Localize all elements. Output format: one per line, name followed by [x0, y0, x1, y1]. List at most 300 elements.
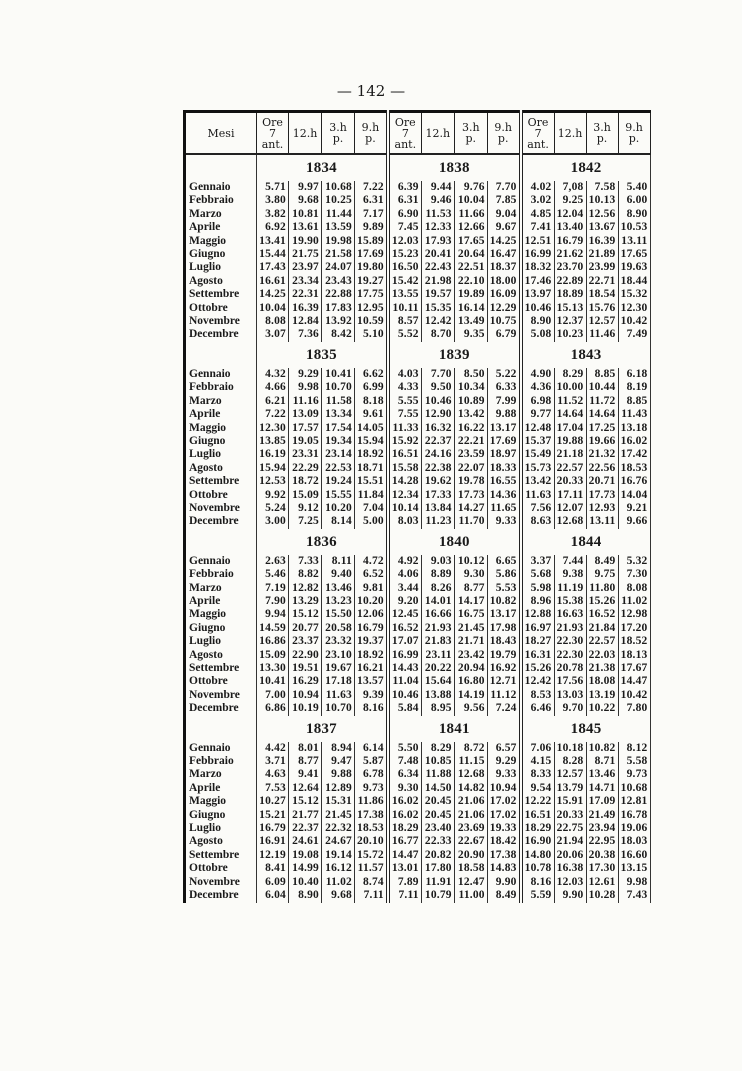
- year-label: 1836: [257, 529, 388, 555]
- temperature-cell: 19.79: [487, 649, 520, 662]
- temperature-cell: 12.06: [355, 608, 388, 621]
- temperature-cell: 11.44: [322, 208, 355, 221]
- temperature-cell: 16.61: [257, 275, 289, 288]
- temperature-cell: 9.47: [322, 755, 355, 768]
- temperature-cell: 24.16: [421, 448, 454, 461]
- temperature-cell: 8.33: [521, 768, 554, 781]
- temperature-cell: 13.34: [322, 408, 355, 421]
- temperature-cell: 6.62: [355, 368, 388, 381]
- month-label: Decembre: [185, 702, 257, 715]
- temperature-cell: 7.99: [487, 395, 520, 408]
- table-row: [185, 809, 651, 822]
- temperature-cell: 10.44: [586, 381, 618, 394]
- temperature-cell: 22.38: [421, 462, 454, 475]
- temperature-cell: 8.16: [521, 876, 554, 889]
- temperature-cell: 12.81: [618, 795, 650, 808]
- temperature-cell: 10.27: [257, 795, 289, 808]
- table-row: [185, 849, 651, 862]
- month-label: Maggio: [185, 608, 257, 621]
- temperature-cell: 8.50: [454, 368, 487, 381]
- table-row: [185, 475, 651, 488]
- temperature-cell: 12.03: [388, 235, 421, 248]
- temperature-cell: 4.66: [257, 381, 289, 394]
- temperature-cell: 23.37: [289, 635, 322, 648]
- temperature-cell: 15.31: [322, 795, 355, 808]
- header-hour: 9.h p.: [355, 112, 388, 155]
- month-label: Novembre: [185, 315, 257, 328]
- table-row: [185, 689, 651, 702]
- temperature-cell: 15.72: [355, 849, 388, 862]
- temperature-cell: 20.77: [289, 622, 322, 635]
- temperature-cell: 11.91: [421, 876, 454, 889]
- temperature-cell: 22.29: [289, 462, 322, 475]
- table-row: [185, 275, 651, 288]
- temperature-cell: 14.27: [454, 502, 487, 515]
- temperature-cell: 4.32: [257, 368, 289, 381]
- temperature-cell: 7.70: [487, 181, 520, 194]
- temperature-cell: 9.61: [355, 408, 388, 421]
- temperature-cell: 21.75: [289, 248, 322, 261]
- temperature-cell: 7.17: [355, 208, 388, 221]
- temperature-cell: 4.63: [257, 768, 289, 781]
- temperature-cell: 11.04: [388, 675, 421, 688]
- temperature-cell: 9.38: [554, 568, 586, 581]
- temperature-cell: 18.89: [554, 288, 586, 301]
- temperature-cell: 4.85: [521, 208, 554, 221]
- temperature-cell: 12.66: [454, 221, 487, 234]
- temperature-cell: 14.82: [454, 782, 487, 795]
- year-label: 1844: [521, 529, 650, 555]
- temperature-cell: 18.43: [487, 635, 520, 648]
- temperature-cell: 10.53: [618, 221, 650, 234]
- temperature-cell: 16.52: [586, 608, 618, 621]
- temperature-cell: 8.94: [322, 742, 355, 755]
- temperature-cell: 22.56: [586, 462, 618, 475]
- temperature-cell: 9.39: [355, 689, 388, 702]
- temperature-cell: 16.22: [454, 422, 487, 435]
- temperature-cell: 11.16: [289, 395, 322, 408]
- temperature-cell: 6.14: [355, 742, 388, 755]
- temperature-cell: 12.98: [618, 608, 650, 621]
- temperature-cell: 11.66: [454, 208, 487, 221]
- temperature-cell: 23.14: [322, 448, 355, 461]
- temperature-cell: 10.46: [421, 395, 454, 408]
- temperature-cell: 9.46: [421, 194, 454, 207]
- table-row: [185, 208, 651, 221]
- temperature-cell: 7.11: [355, 889, 388, 902]
- temperature-cell: 11.15: [454, 755, 487, 768]
- temperature-cell: 8.74: [355, 876, 388, 889]
- temperature-cell: 23.70: [554, 261, 586, 274]
- temperature-cell: 9.33: [487, 768, 520, 781]
- temperature-cell: 5.71: [257, 181, 289, 194]
- header-hour: 12.h: [421, 112, 454, 155]
- temperature-cell: 18.29: [388, 822, 421, 835]
- temperature-cell: 10.78: [521, 862, 554, 875]
- temperature-cell: 23.59: [454, 448, 487, 461]
- table-row: [185, 675, 651, 688]
- temperature-cell: 8.90: [289, 889, 322, 902]
- temperature-cell: 18.27: [521, 635, 554, 648]
- temperature-cell: 15.09: [289, 489, 322, 502]
- temperature-cell: 12.93: [586, 502, 618, 515]
- temperature-cell: 9.44: [421, 181, 454, 194]
- year-label: 1834: [257, 154, 388, 181]
- temperature-cell: 8.90: [618, 208, 650, 221]
- temperature-cell: 17.93: [421, 235, 454, 248]
- temperature-cell: 20.33: [554, 475, 586, 488]
- temperature-cell: 10.68: [322, 181, 355, 194]
- temperature-cell: 20.10: [355, 835, 388, 848]
- temperature-cell: 8.49: [586, 555, 618, 568]
- temperature-cell: 12.48: [521, 422, 554, 435]
- temperature-cell: 17.56: [554, 675, 586, 688]
- header-hour: 3.h p.: [586, 112, 618, 155]
- temperature-cell: 10.82: [586, 742, 618, 755]
- table-row: [185, 235, 651, 248]
- temperature-cell: 15.49: [521, 448, 554, 461]
- temperature-cell: 12.19: [257, 849, 289, 862]
- temperature-cell: 5.84: [388, 702, 421, 715]
- table-row: [185, 782, 651, 795]
- temperature-cell: 10.11: [388, 302, 421, 315]
- temperature-cell: 12.68: [554, 515, 586, 528]
- table-row: [185, 221, 651, 234]
- temperature-cell: 6.34: [388, 768, 421, 781]
- table-row: [185, 302, 651, 315]
- temperature-cell: 16.47: [487, 248, 520, 261]
- temperature-cell: 6.79: [487, 328, 520, 341]
- temperature-cell: 22.07: [454, 462, 487, 475]
- temperature-cell: 8.41: [257, 862, 289, 875]
- temperature-cell: 8.85: [618, 395, 650, 408]
- temperature-cell: 7.80: [618, 702, 650, 715]
- temperature-cell: 9.92: [257, 489, 289, 502]
- header-hour: Ore 7 ant.: [521, 112, 554, 155]
- temperature-cell: 22.37: [421, 435, 454, 448]
- temperature-cell: 12.37: [554, 315, 586, 328]
- temperature-cell: 7.41: [521, 221, 554, 234]
- temperature-cell: 13.40: [554, 221, 586, 234]
- temperature-cell: 20.45: [421, 809, 454, 822]
- temperature-cell: 12.04: [554, 208, 586, 221]
- temperature-cell: 8.63: [521, 515, 554, 528]
- temperature-cell: 8.12: [618, 742, 650, 755]
- page-number: — 142 —: [336, 82, 406, 100]
- temperature-cell: 10.14: [388, 502, 421, 515]
- temperature-cell: 23.99: [586, 261, 618, 274]
- temperature-cell: 17.20: [618, 622, 650, 635]
- temperature-cell: 15.50: [322, 608, 355, 621]
- temperature-cell: 13.30: [257, 662, 289, 675]
- temperature-cell: 17.43: [257, 261, 289, 274]
- temperature-cell: 9.81: [355, 582, 388, 595]
- temperature-cell: 22.95: [586, 835, 618, 848]
- temperature-cell: 9.21: [618, 502, 650, 515]
- table-row: [185, 515, 651, 528]
- temperature-cell: 6.46: [521, 702, 554, 715]
- temperature-cell: 6.33: [487, 381, 520, 394]
- temperature-cell: 14.01: [421, 595, 454, 608]
- temperature-cell: 13.09: [289, 408, 322, 421]
- temperature-cell: 15.89: [355, 235, 388, 248]
- temperature-cell: 18.54: [586, 288, 618, 301]
- temperature-cell: 5.22: [487, 368, 520, 381]
- temperature-cell: 17.69: [355, 248, 388, 261]
- temperature-cell: 13.92: [322, 315, 355, 328]
- temperature-cell: 6.00: [618, 194, 650, 207]
- temperature-cell: 10.42: [618, 689, 650, 702]
- temperature-cell: 16.78: [618, 809, 650, 822]
- temperature-cell: 22.30: [554, 649, 586, 662]
- temperature-cell: 15.26: [586, 595, 618, 608]
- month-label: Novembre: [185, 876, 257, 889]
- temperature-cell: 14.99: [289, 862, 322, 875]
- temperature-cell: 6.92: [257, 221, 289, 234]
- month-label: Maggio: [185, 235, 257, 248]
- table-row: [185, 795, 651, 808]
- temperature-cell: 16.38: [554, 862, 586, 875]
- temperature-cell: 17.75: [355, 288, 388, 301]
- temperature-cell: 9.88: [322, 768, 355, 781]
- temperature-cell: 15.09: [257, 649, 289, 662]
- temperature-cell: 17.73: [454, 489, 487, 502]
- temperature-cell: 5.68: [521, 568, 554, 581]
- temperature-cell: 10.13: [586, 194, 618, 207]
- temperature-cell: 12.30: [618, 302, 650, 315]
- temperature-cell: 7.89: [388, 876, 421, 889]
- table-row: [185, 435, 651, 448]
- temperature-cell: 10.82: [487, 595, 520, 608]
- temperature-cell: 22.31: [289, 288, 322, 301]
- temperature-cell: 6.31: [388, 194, 421, 207]
- temperature-cell: 9.77: [521, 408, 554, 421]
- temperature-cell: 23.94: [586, 822, 618, 835]
- temperature-cell: 23.43: [322, 275, 355, 288]
- month-label: Novembre: [185, 502, 257, 515]
- temperature-cell: 14.71: [586, 782, 618, 795]
- month-label: Settembre: [185, 475, 257, 488]
- temperature-cell: 11.43: [618, 408, 650, 421]
- temperature-cell: 17.73: [586, 489, 618, 502]
- temperature-cell: 8.03: [388, 515, 421, 528]
- temperature-cell: 11.23: [421, 515, 454, 528]
- temperature-cell: 10.68: [618, 782, 650, 795]
- month-label: Decembre: [185, 515, 257, 528]
- temperature-cell: 5.32: [618, 555, 650, 568]
- temperature-cell: 6.78: [355, 768, 388, 781]
- temperature-cell: 17.07: [388, 635, 421, 648]
- temperature-cell: 13.46: [322, 582, 355, 595]
- temperature-cell: 3.37: [521, 555, 554, 568]
- temperature-cell: 13.61: [289, 221, 322, 234]
- table-row: [185, 248, 651, 261]
- table-row: [185, 835, 651, 848]
- temperature-cell: 17.04: [554, 422, 586, 435]
- temperature-cell: 9.98: [289, 381, 322, 394]
- temperature-cell: 10.94: [289, 689, 322, 702]
- temperature-cell: 11.00: [454, 889, 487, 902]
- temperature-cell: 15.94: [355, 435, 388, 448]
- year-label: 1835: [257, 342, 388, 368]
- temperature-cell: 18.08: [586, 675, 618, 688]
- temperature-cell: 5.24: [257, 502, 289, 515]
- temperature-cell: 16.02: [388, 809, 421, 822]
- temperature-cell: 15.32: [618, 288, 650, 301]
- temperature-cell: 8.29: [421, 742, 454, 755]
- table-row: [185, 568, 651, 581]
- temperature-cell: 7.06: [521, 742, 554, 755]
- temperature-cell: 3.02: [521, 194, 554, 207]
- temperature-cell: 19.62: [421, 475, 454, 488]
- month-label: Febbraio: [185, 381, 257, 394]
- temperature-cell: 19.90: [289, 235, 322, 248]
- temperature-cell: 21.77: [289, 809, 322, 822]
- temperature-cell: 15.23: [388, 248, 421, 261]
- temperature-cell: 18.58: [454, 862, 487, 875]
- temperature-cell: 14.25: [257, 288, 289, 301]
- blank-cell: [185, 529, 257, 555]
- temperature-cell: 16.39: [586, 235, 618, 248]
- month-label: Ottobre: [185, 862, 257, 875]
- temperature-cell: 13.67: [586, 221, 618, 234]
- month-label: Febbraio: [185, 755, 257, 768]
- temperature-cell: 10.04: [257, 302, 289, 315]
- temperature-cell: 16.60: [618, 849, 650, 862]
- table-row: [185, 489, 651, 502]
- month-label: Novembre: [185, 689, 257, 702]
- temperature-cell: 12.33: [421, 221, 454, 234]
- temperature-cell: 14.50: [421, 782, 454, 795]
- temperature-cell: 19.14: [322, 849, 355, 862]
- temperature-cell: 14.28: [388, 475, 421, 488]
- temperature-cell: 8.16: [355, 702, 388, 715]
- temperature-cell: 11.53: [421, 208, 454, 221]
- temperature-cell: 20.64: [454, 248, 487, 261]
- temperature-cell: 21.94: [554, 835, 586, 848]
- temperature-cell: 15.13: [554, 302, 586, 315]
- temperature-cell: 6.99: [355, 381, 388, 394]
- temperature-cell: 5.46: [257, 568, 289, 581]
- temperature-cell: 11.46: [586, 328, 618, 341]
- temperature-cell: 20.33: [554, 809, 586, 822]
- temperature-cell: 13.29: [289, 595, 322, 608]
- temperature-cell: 7.56: [521, 502, 554, 515]
- header-months: Mesi: [185, 112, 257, 155]
- temperature-cell: 17.54: [322, 422, 355, 435]
- temperature-cell: 7.22: [355, 181, 388, 194]
- temperature-cell: 8.89: [421, 568, 454, 581]
- year-row: [185, 342, 651, 368]
- temperature-cell: 11.72: [586, 395, 618, 408]
- temperature-cell: 6.39: [388, 181, 421, 194]
- temperature-cell: 10.12: [454, 555, 487, 568]
- header-hour: 12.h: [289, 112, 322, 155]
- temperature-cell: 16.14: [454, 302, 487, 315]
- temperature-cell: 7.04: [355, 502, 388, 515]
- temperature-cell: 5.52: [388, 328, 421, 341]
- temperature-cell: 5.59: [521, 889, 554, 902]
- month-label: Luglio: [185, 635, 257, 648]
- temperature-cell: 9.66: [618, 515, 650, 528]
- temperature-cell: 15.92: [388, 435, 421, 448]
- temperature-cell: 13.59: [322, 221, 355, 234]
- table-row: [185, 194, 651, 207]
- month-label: Giugno: [185, 435, 257, 448]
- temperature-cell: 8.19: [618, 381, 650, 394]
- temperature-cell: 11.86: [355, 795, 388, 808]
- temperature-cell: 9.56: [454, 702, 487, 715]
- temperature-cell: 12.42: [421, 315, 454, 328]
- temperature-cell: 7.22: [257, 408, 289, 421]
- month-label: Gennaio: [185, 181, 257, 194]
- temperature-cell: 7.44: [554, 555, 586, 568]
- temperature-cell: 12.29: [487, 302, 520, 315]
- temperature-cell: 13.49: [454, 315, 487, 328]
- temperature-cell: 15.35: [421, 302, 454, 315]
- temperature-cell: 20.58: [322, 622, 355, 635]
- month-label: Gennaio: [185, 368, 257, 381]
- temperature-cell: 17.65: [618, 248, 650, 261]
- month-label: Agosto: [185, 462, 257, 475]
- table-row: [185, 662, 651, 675]
- temperature-cell: 11.52: [554, 395, 586, 408]
- temperature-cell: 16.63: [554, 608, 586, 621]
- temperature-cell: 14.36: [487, 489, 520, 502]
- temperature-cell: 21.32: [586, 448, 618, 461]
- month-label: Aprile: [185, 408, 257, 421]
- table-row: [185, 555, 651, 568]
- temperature-cell: 4.36: [521, 381, 554, 394]
- temperature-cell: 16.21: [355, 662, 388, 675]
- temperature-cell: 3.80: [257, 194, 289, 207]
- temperature-cell: 9.50: [421, 381, 454, 394]
- month-label: Marzo: [185, 582, 257, 595]
- temperature-cell: 22.57: [554, 462, 586, 475]
- temperature-cell: 13.88: [421, 689, 454, 702]
- table-row: [185, 288, 651, 301]
- table-row: [185, 408, 651, 421]
- temperature-cell: 13.01: [388, 862, 421, 875]
- temperature-cell: 12.57: [586, 315, 618, 328]
- temperature-cell: 10.40: [289, 876, 322, 889]
- temperature-cell: 9.54: [521, 782, 554, 795]
- temperature-cell: 16.12: [322, 862, 355, 875]
- table-row: [185, 315, 651, 328]
- temperature-cell: 17.38: [355, 809, 388, 822]
- month-label: Agosto: [185, 835, 257, 848]
- temperature-cell: 14.43: [388, 662, 421, 675]
- temperature-cell: 10.42: [618, 315, 650, 328]
- temperature-cell: 11.80: [586, 582, 618, 595]
- temperature-cell: 7.70: [421, 368, 454, 381]
- temperature-cell: 16.02: [618, 435, 650, 448]
- temperature-cell: 13.15: [618, 862, 650, 875]
- temperature-cell: 9.89: [355, 221, 388, 234]
- temperature-cell: 7.45: [388, 221, 421, 234]
- temperature-cell: 8.01: [289, 742, 322, 755]
- header-row: [185, 112, 651, 155]
- temperature-cell: 13.55: [388, 288, 421, 301]
- temperature-cell: 13.42: [454, 408, 487, 421]
- temperature-cell: 5.87: [355, 755, 388, 768]
- temperature-cell: 13.18: [618, 422, 650, 435]
- temperature-cell: 12.71: [487, 675, 520, 688]
- month-label: Giugno: [185, 809, 257, 822]
- temperature-cell: 18.53: [618, 462, 650, 475]
- temperature-cell: 22.21: [454, 435, 487, 448]
- temperature-cell: 6.18: [618, 368, 650, 381]
